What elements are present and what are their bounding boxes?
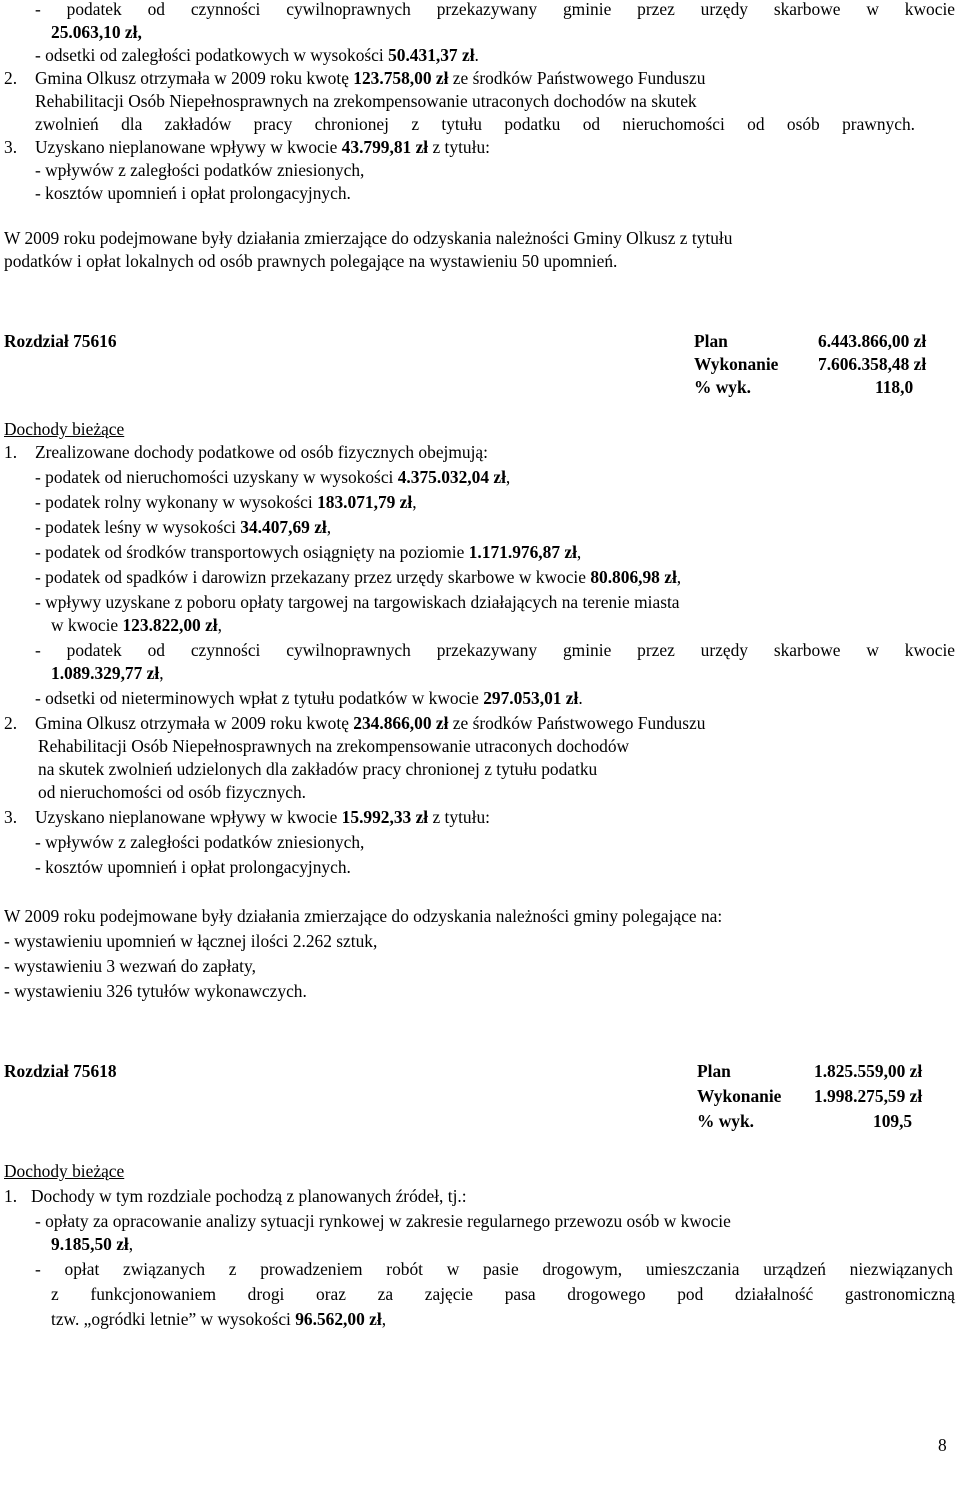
s75616-p3-bullet2: - kosztów upomnień i opłat prolongacyjnych. — [35, 857, 351, 877]
s75616-item-targowa-line2: w kwocie 123.822,00 zł, — [51, 615, 222, 635]
top-bullet-czynnosci-line1: - podatek od czynności cywilnoprawnych przekazywany gminie przez urzędy skarbowe w kwocie — [35, 0, 955, 19]
section-75618-title: Rozdział 75618 — [4, 1061, 117, 1081]
s75616-p2-number: 2. — [4, 713, 18, 733]
section-75616-plan-value: 6.443.866,00 zł — [818, 331, 927, 351]
top-paragraph-line1: W 2009 roku podejmowane były działania zmierzające do odzyskania należności Gminy Olkusz z tytułu — [4, 228, 733, 248]
s75616-paragraph-bullet2: - wystawieniu 3 wezwań do zapłaty, — [4, 956, 256, 976]
s75618-p1-number: 1. — [4, 1186, 18, 1206]
s75616-p3-line1: Uzyskano nieplanowane wpływy w kwocie 15.992,33 zł z tytułu: — [35, 807, 490, 827]
section-75618-pct-value: 109,5 — [873, 1111, 913, 1131]
s75616-paragraph-bullet3: - wystawieniu 326 tytułów wykonawczych. — [4, 981, 307, 1001]
s75616-p1-number: 1. — [4, 442, 18, 462]
s75618-item-analiza-line2: 9.185,50 zł, — [51, 1234, 134, 1254]
section-75618-plan-value: 1.825.559,00 zł — [814, 1061, 923, 1081]
section-75618-subtitle: Dochody bieżące — [4, 1161, 125, 1181]
s75616-item-rolny: - podatek rolny wykonany w wysokości 183.071,79 zł, — [35, 492, 417, 512]
s75618-item-analiza-line1: - opłaty za opracowanie analizy sytuacji rynkowej w zakresie regularnego przewozu osób w kwocie — [35, 1211, 731, 1231]
top-p3-bullet2: - kosztów upomnień i opłat prolongacyjnych. — [35, 183, 351, 203]
s75616-paragraph-line1: W 2009 roku podejmowane były działania zmierzające do odzyskania należności gminy polegające na: — [4, 906, 723, 926]
section-75616-plan-label: Plan — [694, 331, 728, 351]
s75616-p2-line1: Gmina Olkusz otrzymała w 2009 roku kwotę 234.866,00 zł ze środków Państwowego Funduszu — [35, 713, 706, 733]
s75616-p2-line3: na skutek zwolnień udzielonych dla zakładów pracy chronionej z tytułu podatku — [38, 759, 598, 779]
section-75616-pct-value: 118,0 — [875, 377, 914, 397]
section-75618-plan-label: Plan — [697, 1061, 731, 1081]
s75616-item-spadki: - podatek od spadków i darowizn przekazany przez urzędy skarbowe w kwocie 80.806,98 zł, — [35, 567, 682, 587]
section-75616-subtitle: Dochody bieżące — [4, 419, 125, 439]
s75616-p2-line4: od nieruchomości od osób fizycznych. — [38, 782, 307, 802]
s75616-item-transport: - podatek od środków transportowych osiągnięty na poziomie 1.171.976,87 zł, — [35, 542, 582, 562]
s75616-item-czynnosci-line1: - podatek od czynności cywilnoprawnych przekazywany gminie przez urzędy skarbowe w kwocie — [35, 640, 955, 660]
s75616-item-czynnosci-line2: 1.089.329,77 zł, — [51, 663, 164, 683]
s75618-item-pas-drogowy-line2: z funkcjonowaniem drogi oraz za zajęcie pasa drogowego pod działalność gastronomiczną — [51, 1284, 955, 1304]
s75618-p1-intro: Dochody w tym rozdziale pochodzą z planowanych źródeł, tj.: — [31, 1186, 467, 1206]
s75616-p3-bullet1: - wpływów z zaległości podatków zniesionych, — [35, 832, 365, 852]
s75618-item-pas-drogowy-line3: tzw. „ogródki letnie” w wysokości 96.562,00 zł, — [51, 1309, 387, 1329]
s75616-paragraph-bullet1: - wystawieniu upomnień w łącznej ilości 2.262 sztuk, — [4, 931, 378, 951]
top-p2-line3: zwolnień dla zakładów pracy chronionej z tytułu podatku od nieruchomości od osób prawnych. — [35, 114, 915, 134]
top-p2-line1: Gmina Olkusz otrzymała w 2009 roku kwotę 123.758,00 zł ze środków Państwowego Funduszu — [35, 68, 706, 88]
section-75618-wyk-value: 1.998.275,59 zł — [814, 1086, 923, 1106]
top-bullet-czynnosci-amount: 25.063,10 zł, — [51, 22, 142, 42]
top-p2-line2: Rehabilitacji Osób Niepełnosprawnych na zrekompensowanie utraconych dochodów na skutek — [35, 91, 697, 111]
top-p3-number: 3. — [4, 137, 18, 157]
s75618-item-pas-drogowy-line1: - opłat związanych z prowadzeniem robót w pasie drogowym, umieszczania urządzeń niezwiązanych — [35, 1259, 953, 1279]
s75616-item-odsetki: - odsetki od nieterminowych wpłat z tytułu podatków w kwocie 297.053,01 zł. — [35, 688, 583, 708]
s75616-item-targowa-line1: - wpływy uzyskane z poboru opłaty targowej na targowiskach działających na terenie miasta — [35, 592, 680, 612]
section-75616-wyk-label: Wykonanie — [694, 354, 779, 374]
s75616-p3-number: 3. — [4, 807, 18, 827]
section-75618-wyk-label: Wykonanie — [697, 1086, 782, 1106]
top-bullet-odsetki: - odsetki od zaległości podatkowych w wysokości 50.431,37 zł. — [35, 45, 479, 65]
s75616-item-nieruchomosci: - podatek od nieruchomości uzyskany w wysokości 4.375.032,04 zł, — [35, 467, 511, 487]
section-75616-title: Rozdział 75616 — [4, 331, 117, 351]
s75616-item-lesny: - podatek leśny w wysokości 34.407,69 zł, — [35, 517, 332, 537]
s75616-p2-line2: Rehabilitacji Osób Niepełnosprawnych na zrekompensowanie utraconych dochodów — [38, 736, 630, 756]
top-p3-line1: Uzyskano nieplanowane wpływy w kwocie 43.799,81 zł z tytułu: — [35, 137, 490, 157]
s75616-p1-intro: Zrealizowane dochody podatkowe od osób fizycznych obejmują: — [35, 442, 488, 462]
top-p3-bullet1: - wpływów z zaległości podatków zniesionych, — [35, 160, 365, 180]
section-75618-pct-label: % wyk. — [697, 1111, 755, 1131]
page-number: 8 — [938, 1435, 947, 1455]
top-p2-number: 2. — [4, 68, 18, 88]
section-75616-wyk-value: 7.606.358,48 zł — [818, 354, 927, 374]
section-75616-pct-label: % wyk. — [694, 377, 752, 397]
top-paragraph-line2: podatków i opłat lokalnych od osób prawnych polegające na wystawieniu 50 upomnień. — [4, 251, 618, 271]
